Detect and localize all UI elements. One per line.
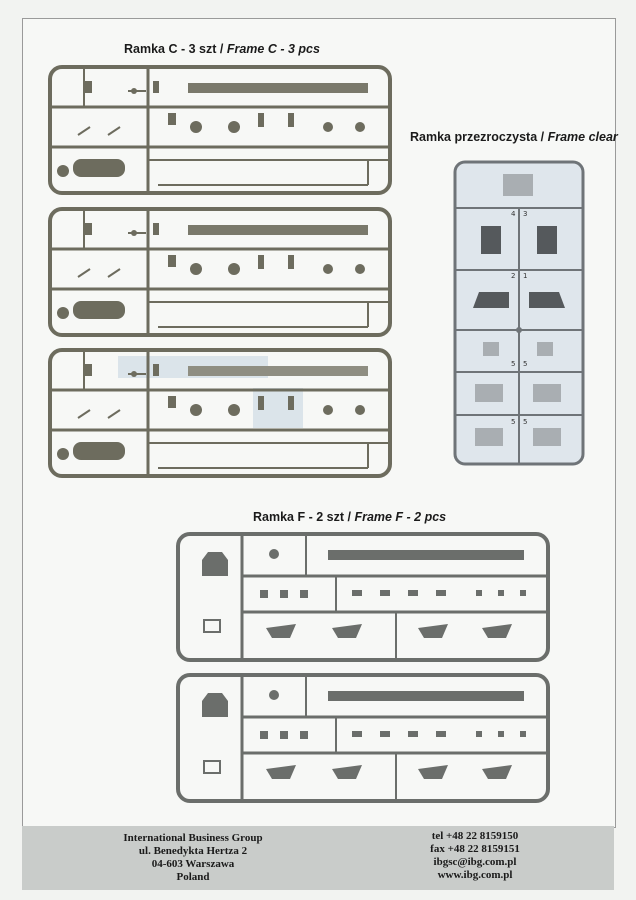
contact-email[interactable]: ibgsc@ibg.com.pl: [433, 856, 517, 868]
contact-web[interactable]: www.ibg.com.pl: [437, 869, 513, 881]
caption-frame-f-pl: Ramka F - 2 szt: [253, 510, 345, 524]
caption-separator: /: [537, 130, 548, 144]
part-number: 3: [523, 210, 528, 218]
sprue-frame-c-1: [48, 65, 394, 195]
caption-frame-c-en: Frame C - 3 pcs: [226, 42, 320, 56]
part-number: 5: [511, 418, 516, 426]
caption-frame-c: [124, 42, 320, 56]
sprue-frame-f-1: [176, 532, 552, 664]
company-city: 04-603 Warszawa: [151, 858, 235, 870]
caption-frame-clear-en: Frame clear: [547, 130, 618, 144]
part-number: 4: [511, 210, 516, 218]
caption-frame-clear: [410, 130, 618, 144]
sprue-frame-clear: [453, 160, 585, 466]
caption-separator: /: [344, 510, 355, 524]
caption-frame-f-en: Frame F - 2 pcs: [354, 510, 447, 524]
sprue-c-body: [50, 350, 390, 476]
part-number: 2: [511, 272, 516, 280]
part-number: 5: [511, 360, 516, 368]
part-number: 5: [523, 360, 528, 368]
sprue-frame-c-2: [48, 207, 394, 337]
contact-fax: fax +48 22 8159151: [430, 843, 520, 855]
part-number: 1: [523, 272, 528, 280]
caption-frame-c-pl: Ramka C - 3 szt: [124, 42, 217, 56]
company-country: Poland: [176, 871, 210, 883]
sprue-frame-f-2: [176, 673, 552, 805]
company-name: International Business Group: [123, 832, 263, 844]
sprue-c-body: [50, 67, 390, 193]
sprue-frame-c-3: [48, 348, 394, 478]
company-contact: [400, 830, 550, 882]
company-address: [98, 832, 288, 884]
company-street: ul. Benedykta Hertza 2: [138, 845, 248, 857]
part-number: 5: [523, 418, 528, 426]
caption-frame-f: [253, 510, 446, 524]
contact-tel: tel +48 22 8159150: [431, 830, 519, 842]
sprue-c-body: [50, 209, 390, 335]
caption-frame-clear-pl: Ramka przezroczysta: [410, 130, 538, 144]
caption-separator: /: [216, 42, 227, 56]
